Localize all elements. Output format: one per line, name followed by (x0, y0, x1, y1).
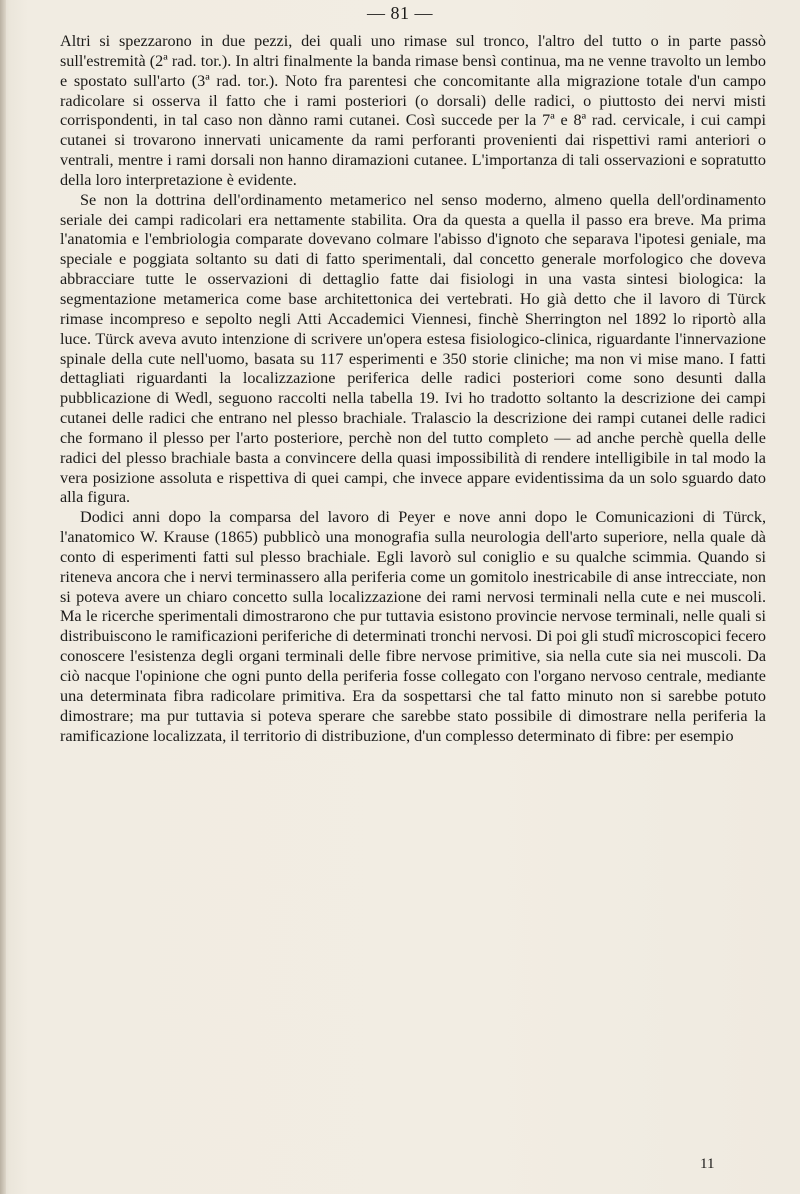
signature-mark: 11 (700, 1156, 715, 1172)
page-number: — 81 — (367, 3, 433, 23)
body-text (60, 32, 766, 746)
paragraph-krause: Dodici anni dopo la comparsa del lavoro di Peyer e nove anni dopo le Comunicazioni di Türck, l'anatomico W. Krause (1865) pubblicò una monografia sulla neurologia dell'arto superiore, nella quale dà conto di esperimenti fatti sul plesso brachiale. Egli lavorò sul coniglio e su qualche scimmia. Quando si riteneva ancora che i nervi terminassero alla periferia come un gomitolo inestricabile di anse intrecciate, non si poteva avere un chiaro concetto sulla localizzazione dei rami nervosi terminali nella cute e nei muscoli. Ma le ricerche sperimentali dimostrarono che pur tuttavia esistono provincie nervose terminali, nelle quali si distribuiscono le ramificazioni periferiche di determinati tronchi nervosi. Di poi gli studî microscopici fecero conoscere l'esistenza degli organi terminali delle fibre nervose primitive, sia nella cute sia nei muscoli. Da ciò nacque l'opinione che ogni punto della periferia fosse collegato con l'organo nervoso centrale, mediante una determinata fibra radicolare primitiva. Era da sospettarsi che tal fatto minuto non si sarebbe potuto dimostrare; ma pur tuttavia si poteva sperare che sarebbe stato possibile di dimostrare nella periferia la ramificazione localizzata, il territorio di distribuzione, d'un complesso determinato di fibre: per esempio (60, 508, 766, 745)
paragraph-metameric-order: Se non la dottrina dell'ordinamento metamerico nel senso moderno, almeno quella dell'ordinamento seriale dei campi radicolari era nettamente stabilita. Ora da questa a quella il passo era breve. Ma prima l'anatomia e l'embriologia comparate dovevano colmare l'abisso d'ignoto che separava l'ipotesi geniale, ma speciale e poggiata soltanto su dati di fatto sperimentali, dal concetto generale morfologico che doveva abbracciare tutte le osservazioni di dettaglio fatte dai fisiologi in una vasta sintesi biologica: la segmentazione metamerica come base architettonica dei vertebrati. Ho già detto che il lavoro di Türck rimase incompreso e sepolto negli Atti Accademici Viennesi, finchè Sherrington nel 1892 lo riportò alla luce. Türck aveva avuto intenzione di scrivere un'opera estesa fisiologico-clinica, riguardante l'innervazione spinale della cute nell'uomo, basata su 117 esperimenti e 350 storie cliniche; ma non vi mise mano. I fatti dettagliati riguardanti la localizzazione periferica delle radici posteriori come sono desunti dalla pubblicazione di Wedl, seguono raccolti nella tabella 19. Ivi ho tradotto soltanto la descrizione dei campi cutanei delle radici che entrano nel plesso brachiale. Tralascio la descrizione dei rampi cutanei delle radici che formano il plesso per l'arto posteriore, perchè non del tutto completo — ad anche perchè quella delle radici del plesso brachiale basta a convincere della quasi impossibilità di rendere intelligibile in tal modo la vera posizione assoluta e rispettiva di quei campi, che invece appare evidentissima da un solo sguardo dato alla figura. (60, 190, 766, 507)
paragraph-continuation: Altri si spezzarono in due pezzi, dei quali uno rimase sul tronco, l'altro del tutto o in parte passò sull'estremità (2ª rad. tor.). In altri finalmente la banda rimase bensì continua, ma ne venne travolto un lembo e spostato sull'arto (3ª rad. tor.). Noto fra parentesi che concomitante alla migrazione totale d'un campo radicolare si osserva il fatto che i rami posteriori (o dorsali) delle radici, o piuttosto dei nervi misti corrispondenti, in tal caso non dànno rami cutanei. Così succede per la 7ª e 8ª rad. cervicale, i cui campi cutanei si trovarono innervati unicamente da rami perforanti provenienti dai rispettivi rami anteriori o ventrali, mentre i rami dorsali non hanno diramazioni cutanee. L'importanza di tali osservazioni e sopratutto della loro interpretazione è evidente. (60, 32, 766, 189)
page-spine-shadow (0, 0, 6, 1194)
